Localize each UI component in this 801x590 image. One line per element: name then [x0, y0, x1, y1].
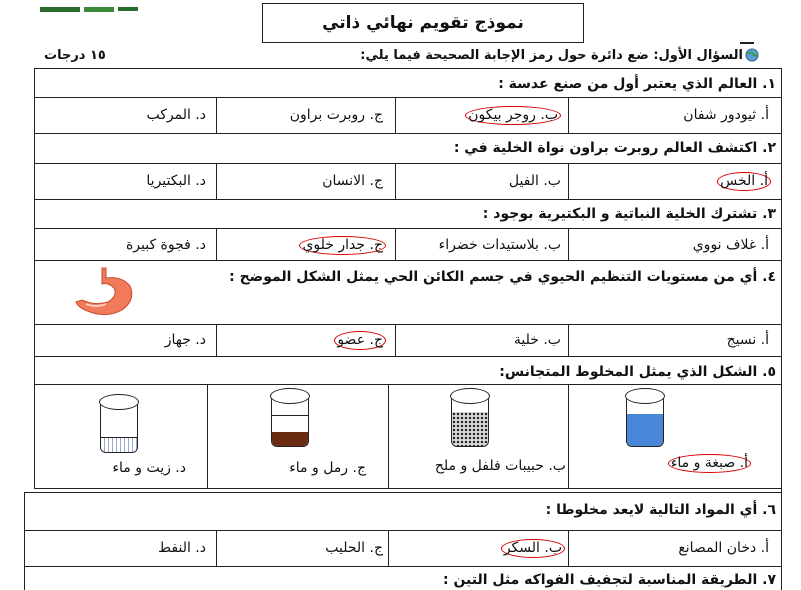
option-q3-a[interactable]: أ. غلاف نووي — [692, 237, 769, 253]
divider — [34, 260, 782, 261]
option-q2-c[interactable]: ج. الانسان — [322, 173, 383, 189]
globe-icon — [745, 47, 759, 66]
question-3: ٣. تشترك الخلية النباتية و البكتيرية بوجود : — [482, 206, 776, 222]
cell-divider — [216, 530, 217, 566]
option-q6-a[interactable]: أ. دخان المصانع — [678, 540, 769, 556]
cell-divider — [568, 228, 569, 260]
cell-divider — [216, 228, 217, 260]
dash-mark — [740, 42, 754, 44]
cell-divider — [216, 324, 217, 356]
cell-divider — [388, 530, 389, 566]
option-q4-b[interactable]: ب. خلية — [513, 332, 561, 348]
option-q1-d[interactable]: د. المركب — [146, 107, 206, 123]
cell-divider — [568, 384, 569, 488]
beaker-dye-water — [626, 396, 664, 447]
divider — [34, 228, 782, 229]
divider — [34, 133, 782, 134]
answer-circle: ج. جدار خلوي — [299, 236, 386, 255]
cell-divider — [395, 228, 396, 260]
score-label: ١٥ درجات — [44, 48, 106, 63]
divider — [24, 566, 782, 567]
option-q5-c[interactable]: ج. رمل و ماء — [289, 460, 366, 476]
cell-divider — [216, 163, 217, 199]
option-q2-d[interactable]: د. البكتيريا — [146, 173, 206, 189]
option-q5-b[interactable]: ب. حبيبات فلفل و ملح — [434, 458, 566, 474]
frame-left — [24, 492, 25, 590]
page-title: نموذج تقويم نهائي ذاتي — [262, 3, 584, 43]
question-4: ٤. أي من مستويات التنظيم الحيوي في جسم الكائن الحي يمثل الشكل الموضح : — [229, 269, 776, 285]
answer-circle: ج. عضو — [334, 331, 386, 350]
answer-circle: أ. صبغة و ماء — [668, 454, 751, 473]
cell-divider — [568, 530, 569, 566]
question-5: ٥. الشكل الذي يمثل المخلوط المتجانس: — [499, 364, 776, 380]
divider — [24, 492, 782, 493]
option-q3-c[interactable] — [299, 236, 386, 255]
question-7: ٧. الطريقة المناسبة لتجفيف الفواكه مثل التين : — [442, 572, 776, 588]
answer-circle: ب. روجر بيكون — [465, 106, 561, 125]
cell-divider — [568, 97, 569, 133]
cell-divider — [395, 97, 396, 133]
logo-fragment — [40, 0, 150, 8]
divider — [34, 324, 782, 325]
option-q3-b[interactable]: ب. بلاستيدات خضراء — [438, 237, 561, 253]
divider — [34, 199, 782, 200]
instruction-text: السؤال الأول: ضع دائرة حول رمز الإجابة الصحيحة فيما يلي: — [360, 48, 743, 63]
question-6: ٦. أي المواد التالية لايعد مخلوطا : — [545, 502, 776, 518]
answer-circle: أ. الخس — [717, 172, 771, 191]
option-q4-a[interactable]: أ. نسيج — [726, 332, 769, 348]
question-2: ٢. اكتشف العالم روبرت براون نواة الخلية في : — [453, 140, 776, 156]
cell-divider — [568, 163, 569, 199]
option-q6-c[interactable]: ج. الحليب — [325, 540, 383, 556]
divider — [34, 68, 782, 69]
divider — [34, 356, 782, 357]
question-1: ١. العالم الذي يعتبر أول من صنع عدسة : — [498, 76, 776, 92]
option-q4-d[interactable]: د. جهاز — [164, 332, 206, 348]
option-q6-d[interactable]: د. النفط — [158, 540, 206, 556]
cell-divider — [388, 384, 389, 488]
option-q2-b[interactable]: ب. الفيل — [508, 173, 561, 189]
divider — [34, 163, 782, 164]
divider — [24, 530, 782, 531]
cell-divider — [207, 384, 208, 488]
beaker-oil-water — [100, 402, 138, 453]
option-q1-b[interactable] — [465, 106, 561, 125]
cell-divider — [395, 324, 396, 356]
beaker-sand-water — [271, 396, 309, 447]
cell-divider — [395, 163, 396, 199]
option-q5-a[interactable] — [668, 454, 751, 473]
option-q4-c[interactable] — [334, 331, 386, 350]
divider — [34, 488, 782, 489]
option-q6-b[interactable] — [501, 539, 565, 558]
beaker-pepper-salt — [451, 396, 489, 447]
divider — [34, 384, 782, 385]
cell-divider — [216, 97, 217, 133]
option-q5-d[interactable]: د. زيت و ماء — [112, 460, 186, 476]
option-q1-c[interactable]: ج. روبرت براون — [289, 107, 383, 123]
divider — [34, 97, 782, 98]
cell-divider — [568, 324, 569, 356]
stomach-image — [72, 266, 140, 322]
answer-circle: ب. السكر — [501, 539, 565, 558]
option-q3-d[interactable]: د. فجوة كبيرة — [125, 237, 206, 253]
frame-right — [781, 68, 782, 590]
option-q2-a[interactable] — [717, 172, 771, 191]
frame-left — [34, 68, 35, 488]
option-q1-a[interactable]: أ. ثيودور شفان — [683, 107, 769, 123]
